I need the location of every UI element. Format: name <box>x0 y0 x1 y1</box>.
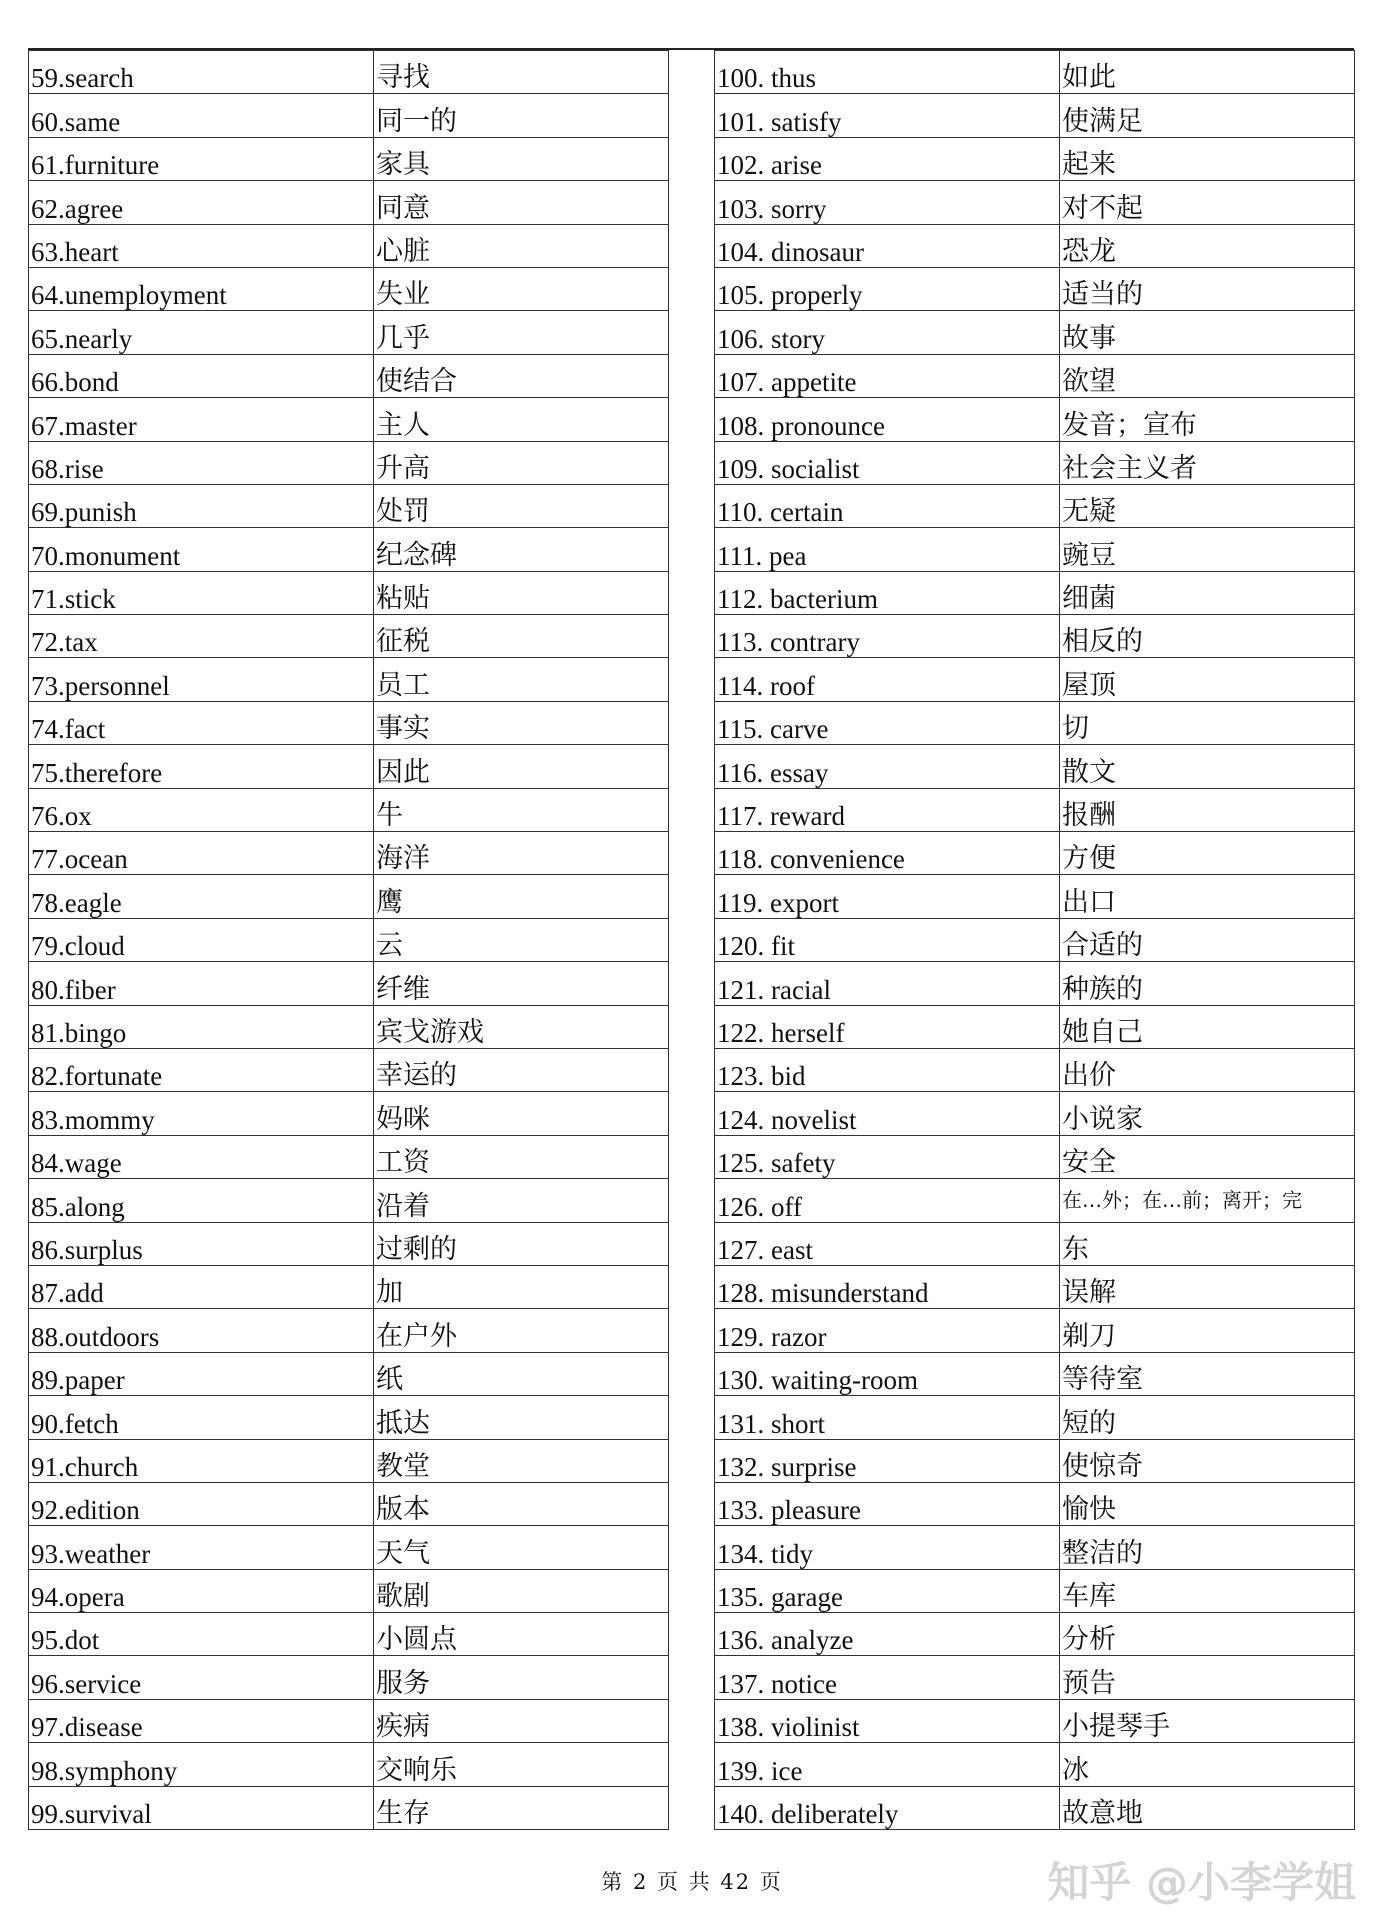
vocab-meaning: 短的 <box>1060 1396 1355 1439</box>
table-row <box>29 181 669 224</box>
table-row <box>715 1743 1355 1786</box>
table-row <box>715 181 1355 224</box>
vocab-word: 131. short <box>715 1396 1060 1439</box>
vocab-meaning: 寻找 <box>374 51 669 94</box>
vocab-word: 84.wage <box>29 1135 374 1178</box>
vocab-meaning: 等待室 <box>1060 1352 1355 1395</box>
vocab-meaning: 无疑 <box>1060 484 1355 527</box>
table-row <box>29 962 669 1005</box>
vocab-word: 78.eagle <box>29 875 374 918</box>
table-row <box>715 875 1355 918</box>
vocab-meaning: 起来 <box>1060 137 1355 180</box>
vocab-meaning: 妈咪 <box>374 1092 669 1135</box>
vocab-meaning: 征税 <box>374 615 669 658</box>
vocab-meaning: 教堂 <box>374 1439 669 1482</box>
table-row <box>715 528 1355 571</box>
vocab-meaning: 小说家 <box>1060 1092 1355 1135</box>
table-row <box>715 398 1355 441</box>
vocab-meaning: 种族的 <box>1060 962 1355 1005</box>
vocab-word: 71.stick <box>29 571 374 614</box>
table-row <box>29 1135 669 1178</box>
table-row <box>715 658 1355 701</box>
table-row <box>715 1656 1355 1699</box>
vocab-word: 88.outdoors <box>29 1309 374 1352</box>
vocab-meaning: 误解 <box>1060 1265 1355 1308</box>
vocab-meaning: 她自己 <box>1060 1005 1355 1048</box>
vocab-word: 127. east <box>715 1222 1060 1265</box>
vocab-meaning: 出价 <box>1060 1048 1355 1091</box>
vocab-word: 87.add <box>29 1265 374 1308</box>
vocab-meaning: 疾病 <box>374 1699 669 1742</box>
vocab-word: 121. racial <box>715 962 1060 1005</box>
table-row <box>29 832 669 875</box>
vocab-meaning: 屋顶 <box>1060 658 1355 701</box>
table-row <box>29 1786 669 1829</box>
table-row <box>715 484 1355 527</box>
vocab-word: 77.ocean <box>29 832 374 875</box>
vocab-word: 113. contrary <box>715 615 1060 658</box>
table-row <box>29 94 669 137</box>
table-row <box>715 701 1355 744</box>
vocab-word: 106. story <box>715 311 1060 354</box>
table-row <box>715 745 1355 788</box>
vocab-meaning: 剃刀 <box>1060 1309 1355 1352</box>
table-row <box>715 1005 1355 1048</box>
table-row <box>29 137 669 180</box>
table-row <box>715 1786 1355 1829</box>
table-row <box>29 658 669 701</box>
table-row <box>715 832 1355 875</box>
vocab-word: 105. properly <box>715 267 1060 310</box>
vocab-meaning: 过剩的 <box>374 1222 669 1265</box>
table-row <box>715 962 1355 1005</box>
table-row <box>715 1396 1355 1439</box>
table-row <box>29 1396 669 1439</box>
vocab-meaning: 几乎 <box>374 311 669 354</box>
vocab-meaning: 恐龙 <box>1060 224 1355 267</box>
vocab-word: 89.paper <box>29 1352 374 1395</box>
vocab-meaning: 切 <box>1060 701 1355 744</box>
vocab-meaning: 在户外 <box>374 1309 669 1352</box>
vocab-word: 125. safety <box>715 1135 1060 1178</box>
table-row <box>715 1526 1355 1569</box>
table-row <box>715 1613 1355 1656</box>
vocab-word: 111. pea <box>715 528 1060 571</box>
vocab-meaning: 故意地 <box>1060 1786 1355 1829</box>
vocab-meaning: 纸 <box>374 1352 669 1395</box>
table-row <box>715 615 1355 658</box>
vocab-meaning: 小圆点 <box>374 1613 669 1656</box>
vocab-meaning: 鹰 <box>374 875 669 918</box>
table-row <box>29 1005 669 1048</box>
vocab-meaning: 员工 <box>374 658 669 701</box>
table-row <box>715 267 1355 310</box>
vocab-meaning: 在…外；在…前；离开；完 <box>1060 1179 1355 1222</box>
vocab-meaning: 家具 <box>374 137 669 180</box>
vocab-meaning: 纪念碑 <box>374 528 669 571</box>
table-row <box>29 354 669 397</box>
vocab-meaning: 发音；宣布 <box>1060 398 1355 441</box>
vocab-meaning: 使结合 <box>374 354 669 397</box>
table-row <box>29 701 669 744</box>
vocab-word: 136. analyze <box>715 1613 1060 1656</box>
vocab-word: 59.search <box>29 51 374 94</box>
vocab-meaning: 小提琴手 <box>1060 1699 1355 1742</box>
vocab-word: 104. dinosaur <box>715 224 1060 267</box>
vocab-meaning: 分析 <box>1060 1613 1355 1656</box>
table-row <box>29 788 669 831</box>
vocab-meaning: 抵达 <box>374 1396 669 1439</box>
vocab-meaning: 交响乐 <box>374 1743 669 1786</box>
vocab-word: 117. reward <box>715 788 1060 831</box>
vocab-meaning: 报酬 <box>1060 788 1355 831</box>
vocab-meaning: 安全 <box>1060 1135 1355 1178</box>
vocab-meaning: 豌豆 <box>1060 528 1355 571</box>
vocab-word: 79.cloud <box>29 918 374 961</box>
table-row <box>715 1569 1355 1612</box>
table-row <box>29 1482 669 1525</box>
vocab-meaning: 云 <box>374 918 669 961</box>
vocab-word: 115. carve <box>715 701 1060 744</box>
vocab-meaning: 天气 <box>374 1526 669 1569</box>
vocab-word: 99.survival <box>29 1786 374 1829</box>
vocab-meaning: 如此 <box>1060 51 1355 94</box>
table-row <box>29 1048 669 1091</box>
table-row <box>715 1092 1355 1135</box>
table-row <box>29 1526 669 1569</box>
vocab-meaning: 冰 <box>1060 1743 1355 1786</box>
vocab-meaning: 主人 <box>374 398 669 441</box>
vocab-word: 100. thus <box>715 51 1060 94</box>
table-row <box>29 51 669 94</box>
vocab-meaning: 同一的 <box>374 94 669 137</box>
vocab-word: 135. garage <box>715 1569 1060 1612</box>
table-row <box>715 354 1355 397</box>
table-row <box>29 745 669 788</box>
vocab-word: 108. pronounce <box>715 398 1060 441</box>
table-row <box>715 1135 1355 1178</box>
vocab-meaning: 使满足 <box>1060 94 1355 137</box>
vocab-word: 96.service <box>29 1656 374 1699</box>
table-row <box>715 1048 1355 1091</box>
table-row <box>29 398 669 441</box>
vocab-word: 91.church <box>29 1439 374 1482</box>
table-row <box>715 788 1355 831</box>
table-row <box>29 1439 669 1482</box>
table-row <box>29 1265 669 1308</box>
vocab-word: 101. satisfy <box>715 94 1060 137</box>
vocab-meaning: 失业 <box>374 267 669 310</box>
vocab-meaning: 升高 <box>374 441 669 484</box>
vocab-meaning: 同意 <box>374 181 669 224</box>
table-row <box>29 267 669 310</box>
vocab-word: 76.ox <box>29 788 374 831</box>
vocab-word: 124. novelist <box>715 1092 1060 1135</box>
vocab-word: 129. razor <box>715 1309 1060 1352</box>
vocab-meaning: 欲望 <box>1060 354 1355 397</box>
vocab-meaning: 对不起 <box>1060 181 1355 224</box>
table-row <box>29 1179 669 1222</box>
vocab-word: 119. export <box>715 875 1060 918</box>
vocab-word: 120. fit <box>715 918 1060 961</box>
vocab-word: 137. notice <box>715 1656 1060 1699</box>
vocab-meaning: 车库 <box>1060 1569 1355 1612</box>
vocab-word: 70.monument <box>29 528 374 571</box>
vocab-word: 95.dot <box>29 1613 374 1656</box>
vocab-word: 68.rise <box>29 441 374 484</box>
vocab-word: 132. surprise <box>715 1439 1060 1482</box>
vocab-meaning: 愉快 <box>1060 1482 1355 1525</box>
table-row <box>29 528 669 571</box>
vocab-meaning: 相反的 <box>1060 615 1355 658</box>
vocab-meaning: 宾戈游戏 <box>374 1005 669 1048</box>
vocab-word: 67.master <box>29 398 374 441</box>
vocab-meaning: 工资 <box>374 1135 669 1178</box>
vocab-table-right-body <box>715 51 1355 1830</box>
table-row <box>29 484 669 527</box>
vocab-word: 122. herself <box>715 1005 1060 1048</box>
vocab-word: 83.mommy <box>29 1092 374 1135</box>
vocab-meaning: 出口 <box>1060 875 1355 918</box>
vocab-word: 66.bond <box>29 354 374 397</box>
vocab-word: 85.along <box>29 1179 374 1222</box>
vocab-meaning: 加 <box>374 1265 669 1308</box>
vocab-meaning: 歌剧 <box>374 1569 669 1612</box>
vocab-word: 62.agree <box>29 181 374 224</box>
vocab-word: 65.nearly <box>29 311 374 354</box>
vocab-word: 128. misunderstand <box>715 1265 1060 1308</box>
vocab-meaning: 故事 <box>1060 311 1355 354</box>
vocab-meaning: 生存 <box>374 1786 669 1829</box>
table-row <box>29 571 669 614</box>
vocab-table-right <box>714 50 1355 1830</box>
table-row <box>715 1265 1355 1308</box>
table-row <box>715 1482 1355 1525</box>
vocab-meaning: 心脏 <box>374 224 669 267</box>
vocab-meaning: 使惊奇 <box>1060 1439 1355 1482</box>
vocab-meaning: 沿着 <box>374 1179 669 1222</box>
vocab-word: 81.bingo <box>29 1005 374 1048</box>
vocab-word: 86.surplus <box>29 1222 374 1265</box>
table-row <box>29 1699 669 1742</box>
vocab-word: 61.furniture <box>29 137 374 180</box>
vocab-meaning: 因此 <box>374 745 669 788</box>
vocab-word: 94.opera <box>29 1569 374 1612</box>
vocab-word: 140. deliberately <box>715 1786 1060 1829</box>
table-row <box>715 1699 1355 1742</box>
vocab-word: 75.therefore <box>29 745 374 788</box>
vocab-meaning: 海洋 <box>374 832 669 875</box>
table-row <box>29 918 669 961</box>
table-row <box>29 1613 669 1656</box>
vocab-meaning: 粘贴 <box>374 571 669 614</box>
vocab-word: 103. sorry <box>715 181 1060 224</box>
table-row <box>715 94 1355 137</box>
vocab-word: 92.edition <box>29 1482 374 1525</box>
vocab-word: 138. violinist <box>715 1699 1060 1742</box>
vocab-meaning: 纤维 <box>374 962 669 1005</box>
vocab-word: 102. arise <box>715 137 1060 180</box>
vocab-word: 97.disease <box>29 1699 374 1742</box>
vocab-word: 130. waiting-room <box>715 1352 1060 1395</box>
vocab-word: 134. tidy <box>715 1526 1060 1569</box>
vocab-meaning: 散文 <box>1060 745 1355 788</box>
vocab-word: 90.fetch <box>29 1396 374 1439</box>
vocab-meaning: 处罚 <box>374 484 669 527</box>
vocab-meaning: 方便 <box>1060 832 1355 875</box>
vocab-word: 107. appetite <box>715 354 1060 397</box>
vocab-meaning: 合适的 <box>1060 918 1355 961</box>
table-row <box>29 1352 669 1395</box>
vocab-word: 112. bacterium <box>715 571 1060 614</box>
table-row <box>715 1179 1355 1222</box>
table-row <box>29 1309 669 1352</box>
vocab-word: 98.symphony <box>29 1743 374 1786</box>
vocab-word: 110. certain <box>715 484 1060 527</box>
page-number-footer: 第 2 页 共 42 页 <box>601 1870 783 1894</box>
vocab-word: 74.fact <box>29 701 374 744</box>
table-row <box>29 311 669 354</box>
table-row <box>715 137 1355 180</box>
vocab-meaning: 细菌 <box>1060 571 1355 614</box>
table-row <box>29 224 669 267</box>
vocab-word: 114. roof <box>715 658 1060 701</box>
vocab-meaning: 牛 <box>374 788 669 831</box>
watermark: 知乎 @小李学姐 <box>1047 1858 1356 1907</box>
vocab-word: 64.unemployment <box>29 267 374 310</box>
vocab-table-left-body <box>29 51 669 1830</box>
table-row <box>715 311 1355 354</box>
table-row <box>715 51 1355 94</box>
vocab-word: 133. pleasure <box>715 1482 1060 1525</box>
vocab-meaning: 社会主义者 <box>1060 441 1355 484</box>
vocab-meaning: 预告 <box>1060 1656 1355 1699</box>
table-row <box>715 918 1355 961</box>
table-row <box>715 571 1355 614</box>
table-row <box>29 1569 669 1612</box>
vocab-word: 60.same <box>29 94 374 137</box>
vocab-word: 139. ice <box>715 1743 1060 1786</box>
vocab-word: 63.heart <box>29 224 374 267</box>
vocab-meaning: 东 <box>1060 1222 1355 1265</box>
table-row <box>715 1352 1355 1395</box>
table-row <box>715 1309 1355 1352</box>
table-row <box>715 224 1355 267</box>
vocab-word: 80.fiber <box>29 962 374 1005</box>
vocab-word: 109. socialist <box>715 441 1060 484</box>
table-row <box>29 1743 669 1786</box>
table-row <box>715 441 1355 484</box>
vocab-meaning: 整洁的 <box>1060 1526 1355 1569</box>
table-row <box>715 1222 1355 1265</box>
table-row <box>29 441 669 484</box>
table-row <box>715 1439 1355 1482</box>
vocab-meaning: 事实 <box>374 701 669 744</box>
table-row <box>29 1656 669 1699</box>
table-row <box>29 615 669 658</box>
vocab-table-left <box>28 50 669 1830</box>
vocab-word: 69.punish <box>29 484 374 527</box>
vocab-word: 93.weather <box>29 1526 374 1569</box>
vocab-meaning: 服务 <box>374 1656 669 1699</box>
vocab-word: 116. essay <box>715 745 1060 788</box>
vocab-meaning: 幸运的 <box>374 1048 669 1091</box>
vocab-meaning: 版本 <box>374 1482 669 1525</box>
table-row <box>29 1092 669 1135</box>
vocab-word: 123. bid <box>715 1048 1060 1091</box>
table-row <box>29 875 669 918</box>
vocab-word: 73.personnel <box>29 658 374 701</box>
vocab-word: 118. convenience <box>715 832 1060 875</box>
vocab-meaning: 适当的 <box>1060 267 1355 310</box>
vocab-word: 82.fortunate <box>29 1048 374 1091</box>
vocab-word: 126. off <box>715 1179 1060 1222</box>
table-row <box>29 1222 669 1265</box>
vocab-word: 72.tax <box>29 615 374 658</box>
